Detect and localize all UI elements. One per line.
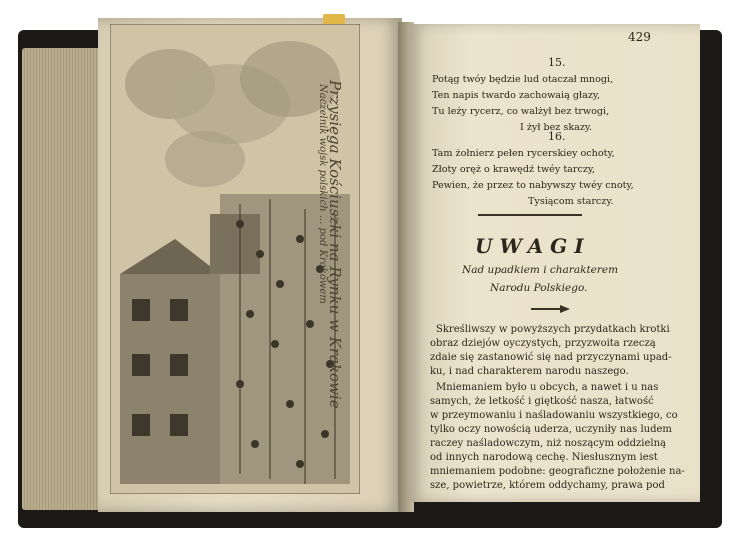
verse-line: I żył bez skazy.	[520, 122, 593, 133]
section-subtitle: Narodu Polskiego.	[490, 282, 588, 294]
ornament-icon	[530, 304, 572, 314]
page-number: 429	[628, 30, 651, 44]
paragraph-line: Mniemaniem było u obcych, a nawet i u nas	[436, 382, 659, 393]
paragraph-line: ku, i nad charakterem narodu naszego.	[430, 366, 629, 377]
section-title: UWAGI	[475, 234, 591, 258]
paragraph-line: obraz dziejów oyczystych, przyzwoita rzeczą	[430, 338, 656, 349]
paragraph-line: mniemaniem podobne: geograficzne położenie na-	[430, 466, 685, 477]
verse-line: Tu leży rycerz, co walżył bez trwogi,	[432, 106, 610, 117]
paragraph-line: w przeymowaniu i naśladowaniu wszystkiego, co	[430, 410, 678, 421]
paragraph-line: Skreśliwszy w powyższych przydatkach krotki	[436, 324, 670, 335]
verse-line: Tam żołnierz pełen rycerskiey ochoty,	[432, 148, 615, 159]
stanza-number: 15.	[548, 56, 566, 69]
caption-line-1: Przysięga Kościuszki na Rynku w Krakowie	[326, 80, 344, 409]
divider-rule	[478, 214, 582, 216]
page-edges	[22, 48, 110, 510]
paragraph-line: raczey naśladowczym, niż noszącym oddzielną	[430, 438, 667, 449]
paragraph-line: samych, że letkość i giętkość nasza, łatwość	[430, 396, 654, 407]
verse-line: Potąg twóy będzie lud otaczał mnogi,	[432, 74, 614, 85]
stanza-number: 16.	[548, 130, 566, 143]
paragraph-line: zdaie się zastanowić się nad przyczynami upad-	[430, 352, 672, 363]
section-subtitle: Nad upadkiem i charakterem	[462, 264, 619, 276]
paragraph-line: tylko oczy nowością uderza, uczyniły nas ludem	[430, 424, 672, 435]
paragraph-line: sze, powietrze, którem oddychamy, prawa pod	[430, 480, 665, 491]
verse-line: Pewien, że przez to nabywszy twéy cnoty,	[432, 180, 634, 191]
caption-line-2: Naczelnik wojsk polskich ... pod Krakowem	[317, 84, 328, 304]
verse-line: Tysiącom starczy.	[528, 196, 614, 207]
paragraph-line: od innych narodową cechę. Niesłusznym iest	[430, 452, 658, 463]
verse-line: Złoty oręż o krawędź twéy tarczy,	[432, 164, 596, 175]
verse-line: Ten napis twardo zachowaią głazy,	[432, 90, 601, 101]
